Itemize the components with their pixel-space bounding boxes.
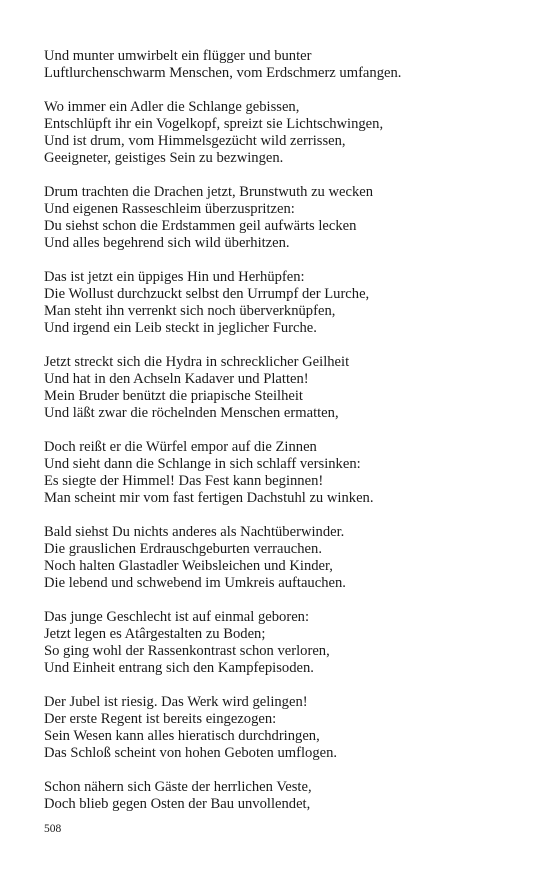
poem-line: Und sieht dann die Schlange in sich schlaff versinken: [44, 456, 361, 472]
poem-line: Man scheint mir vom fast fertigen Dachstuhl zu winken. [44, 490, 374, 506]
poem-line: Und hat in den Achseln Kadaver und Platten! [44, 371, 309, 387]
poem-line: Sein Wesen kann alles hieratisch durchdringen, [44, 728, 320, 744]
stanza [44, 779, 514, 813]
stanza [44, 609, 514, 677]
poem-line: Die grauslichen Erdrauschgeburten verrauchen. [44, 541, 322, 557]
poem-line: Und alles begehrend sich wild überhitzen. [44, 235, 290, 251]
poem-line: Und irgend ein Leib steckt in jeglicher Furche. [44, 320, 317, 336]
poem-line: Und ist drum, vom Himmelsgezücht wild zerrissen, [44, 133, 346, 149]
poem-line: Man steht ihn verrenkt sich noch überverknüpfen, [44, 303, 336, 319]
poem-text [44, 48, 514, 830]
poem-line: Das ist jetzt ein üppiges Hin und Herhüpfen: [44, 269, 305, 285]
poem-line: Entschlüpft ihr ein Vogelkopf, spreizt sie Lichtschwingen, [44, 116, 384, 132]
poem-line: Die lebend und schwebend im Umkreis auftauchen. [44, 575, 346, 591]
poem-line: Der Jubel ist riesig. Das Werk wird gelingen! [44, 694, 308, 710]
poem-line: Das junge Geschlecht ist auf einmal geboren: [44, 609, 310, 625]
poem-line: Geeigneter, geistiges Sein zu bezwingen. [44, 150, 284, 166]
poem-line: Schon nähern sich Gäste der herrlichen Veste, [44, 779, 312, 795]
poem-line: Das Schloß scheint von hohen Geboten umflogen. [44, 745, 338, 761]
poem-line: Doch reißt er die Würfel empor auf die Zinnen [44, 439, 317, 455]
poem-line: Jetzt legen es Atârgestalten zu Boden; [44, 626, 266, 642]
poem-line: Doch blieb gegen Osten der Bau unvollendet, [44, 796, 311, 812]
poem-line: Jetzt streckt sich die Hydra in schrecklicher Geilheit [44, 354, 350, 370]
stanza [44, 184, 514, 252]
stanza [44, 48, 514, 82]
poem-line: Und läßt zwar die röchelnden Menschen ermatten, [44, 405, 339, 421]
stanza [44, 694, 514, 762]
poem-line: Und munter umwirbelt ein flügger und bunter [44, 48, 312, 64]
poem-line: Bald siehst Du nichts anderes als Nachtüberwinder. [44, 524, 345, 540]
poem-line: Die Wollust durchzuckt selbst den Urrumpf der Lurche, [44, 286, 370, 302]
stanza [44, 269, 514, 337]
poem-line: Der erste Regent ist bereits eingezogen: [44, 711, 277, 727]
stanza [44, 439, 514, 507]
poem-line: So ging wohl der Rassenkontrast schon verloren, [44, 643, 330, 659]
poem-line: Und eigenen Rasseschleim überzuspritzen: [44, 201, 295, 217]
page-number: 508 [44, 823, 62, 835]
poem-line: Drum trachten die Drachen jetzt, Brunstwuth zu wecken [44, 184, 374, 200]
stanza [44, 99, 514, 167]
stanza [44, 524, 514, 592]
poem-line: Luftlurchenschwarm Menschen, vom Erdschmerz umfangen. [44, 65, 402, 81]
poem-line: Es siegte der Himmel! Das Fest kann beginnen! [44, 473, 324, 489]
poem-line: Noch halten Glastadler Weibsleichen und Kinder, [44, 558, 333, 574]
poem-line: Mein Bruder benützt die priapische Steilheit [44, 388, 303, 404]
poem-line: Wo immer ein Adler die Schlange gebissen, [44, 99, 300, 115]
stanza [44, 354, 514, 422]
poem-line: Du siehst schon die Erdstammen geil aufwärts lecken [44, 218, 357, 234]
poem-line: Und Einheit entrang sich den Kampfepisoden. [44, 660, 314, 676]
